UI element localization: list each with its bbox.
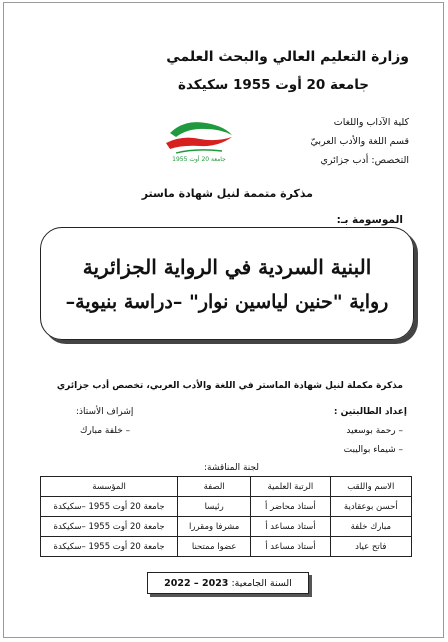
student-name-1: – رحمة بوسعيد (346, 426, 403, 436)
jury-role: عضوا ممتحنا (178, 537, 251, 557)
jury-institution: جامعة 20 أوت 1955 –سكيكدة (41, 517, 178, 537)
header-name: الاسم واللقب (330, 477, 411, 497)
table-row (41, 537, 412, 557)
logo-red-swoosh (166, 137, 232, 149)
thesis-title-line2: رواية "حنين لياسين نوار" –دراسة بنيوية– (65, 290, 389, 313)
table-row (41, 517, 412, 537)
ministry-heading: وزارة التعليم العالي والبحث العلمي (166, 49, 409, 65)
academic-year-value: 2022 – 2023 (164, 577, 229, 589)
memo-type: مذكرة متممة لنيل شهادة ماستر (141, 187, 313, 200)
jury-name: فاتح عياد (330, 537, 411, 557)
university-heading: جامعة 20 أوت 1955 سكيكدة (177, 77, 369, 93)
specialty-label: التخصص: أدب جزائري (320, 155, 409, 166)
academic-year-label: السنة الجامعية: (231, 577, 292, 589)
jury-table-header (41, 477, 412, 497)
titled-label: الموسومة بـ: (336, 214, 403, 226)
header-institution: المؤسسة (41, 477, 178, 497)
jury-role: رئيسا (178, 497, 251, 517)
jury-table (40, 476, 412, 557)
header-role: الصفة (178, 477, 251, 497)
memo-subtitle: مذكرة مكملة لنيل شهادة الماستر في اللغة والأدب العربي، تخصص أدب جزائري (56, 381, 403, 391)
students-label: إعداد الطالبتين : (333, 407, 407, 417)
thesis-title-box (40, 227, 414, 340)
jury-rank: أستاذ مساعد أ (251, 517, 330, 537)
faculty-label: كلية الآداب واللغات (333, 117, 409, 128)
logo-green-swoosh (170, 122, 232, 137)
committee-label: لجنة المناقشة: (204, 463, 260, 473)
university-logo (162, 115, 236, 163)
jury-institution: جامعة 20 أوت 1955 –سكيكدة (41, 537, 178, 557)
jury-rank: أستاذ مساعد أ (251, 537, 330, 557)
supervisor-name: – خلفة مبارك (80, 426, 131, 436)
document-page (3, 2, 444, 638)
table-row (41, 497, 412, 517)
jury-role: مشرفا ومقررا (178, 517, 251, 537)
student-name-2: – شيماء بواليبت (343, 445, 403, 455)
jury-name: مبارك خلفة (330, 517, 411, 537)
jury-rank: أستاذ محاضر أ (251, 497, 330, 517)
logo-green-line (176, 150, 222, 153)
jury-name: أحسن بوعقادية (330, 497, 411, 517)
jury-institution: جامعة 20 أوت 1955 –سكيكدة (41, 497, 178, 517)
supervisor-label: إشراف الأستاذ: (76, 407, 134, 417)
department-label: قسم اللغة والأدب العربيّ (310, 136, 409, 147)
header-rank: الرتبة العلمية (251, 477, 330, 497)
thesis-title-line1: البنية السردية في الرواية الجزائرية (82, 254, 372, 279)
logo-text: جامعة 20 أوت 1955 (172, 156, 226, 163)
academic-year-box (147, 572, 309, 594)
